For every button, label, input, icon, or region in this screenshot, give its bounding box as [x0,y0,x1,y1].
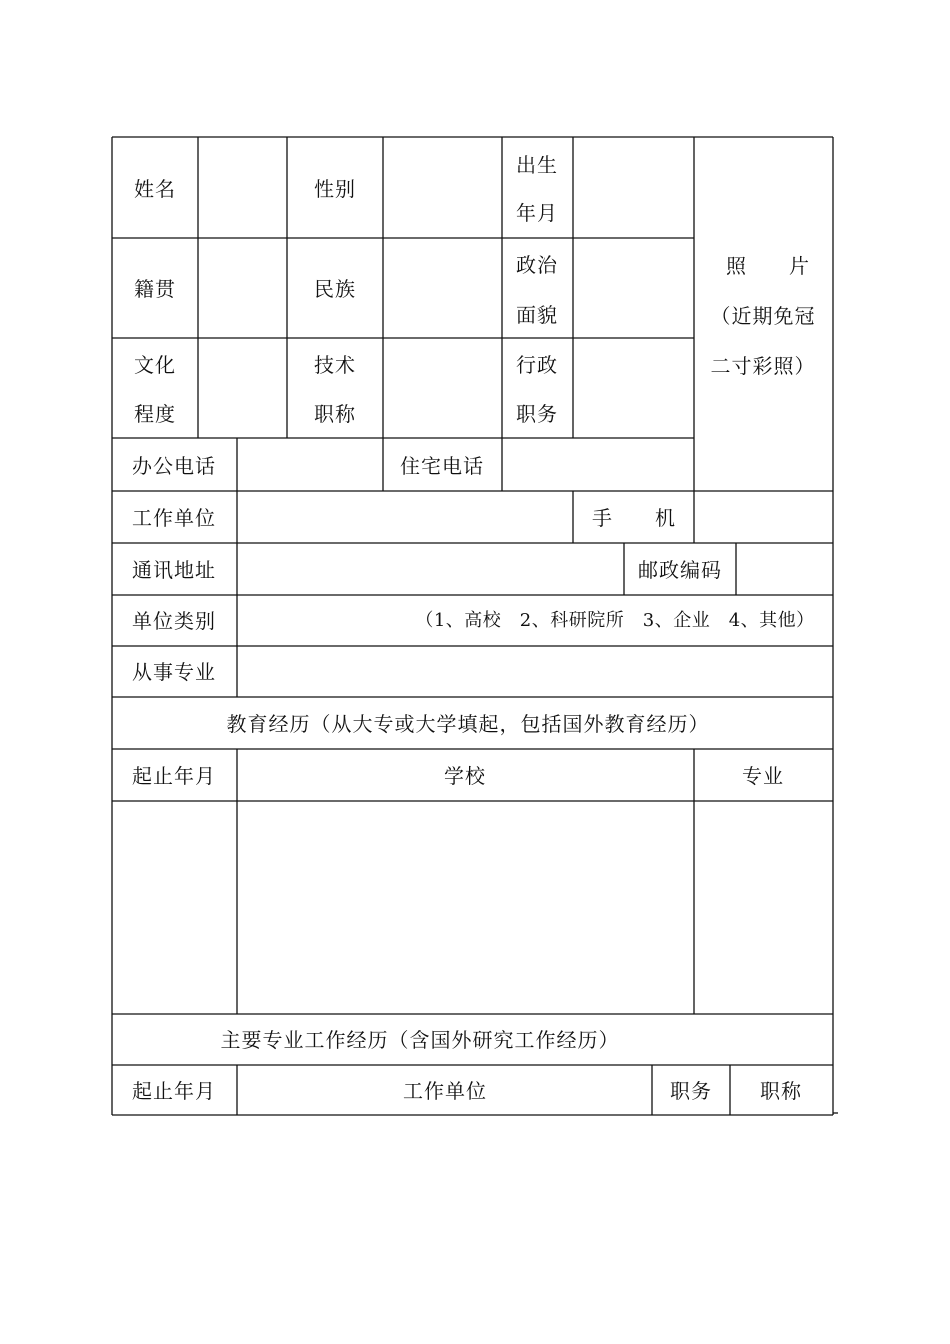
birth-label-line1: 出生 [516,153,558,177]
political-status-label-line2: 面貌 [516,303,558,327]
name-field[interactable] [199,138,286,237]
postcode-field[interactable] [737,544,832,594]
work-col-title: 职称 [760,1079,802,1103]
birth-date-field[interactable] [574,138,693,237]
tech-title-field[interactable] [384,339,501,437]
address-label: 通讯地址 [132,558,216,582]
office-phone-label: 办公电话 [132,454,216,478]
birth-label-line2: 年月 [516,201,558,225]
admin-post-field[interactable] [574,339,693,437]
education-level-field[interactable] [199,339,286,437]
education-major-field[interactable] [695,802,832,1013]
work-col-unit: 工作单位 [403,1079,487,1103]
tech-title-label-line2: 职称 [314,402,356,426]
political-status-field[interactable] [574,239,693,337]
ethnicity-field[interactable] [384,239,501,337]
mobile-field[interactable] [695,492,832,542]
education-level-label-line1: 文化 [134,353,176,377]
work-unit-label: 工作单位 [132,506,216,530]
education-school-field[interactable] [238,802,693,1013]
work-unit-field[interactable] [238,492,572,542]
work-col-post: 职务 [670,1079,712,1103]
ethnicity-label: 民族 [314,277,356,301]
native-place-field[interactable] [199,239,286,337]
admin-post-label-line2: 职务 [516,402,558,426]
education-level-label-line2: 程度 [134,402,176,426]
specialty-label: 从事专业 [132,660,216,684]
home-phone-label: 住宅电话 [400,454,484,478]
mobile-label: 手 机 [592,506,676,530]
native-place-label: 籍贯 [134,277,176,301]
education-section-header: 教育经历（从大专或大学填起，包括国外教育经历） [226,712,710,736]
tech-title-label-line1: 技术 [314,353,356,377]
office-phone-field[interactable] [238,439,382,490]
specialty-field[interactable] [238,647,832,696]
education-col-period: 起止年月 [132,764,216,788]
gender-label: 性别 [314,177,356,201]
unit-type-options: （1、高校 2、科研院所 3、企业 4、其他） [415,610,815,631]
photo-label-line3: 二寸彩照） [710,354,816,378]
gender-field[interactable] [384,138,501,237]
unit-type-label: 单位类别 [132,609,216,633]
home-phone-field[interactable] [503,439,693,490]
name-label: 姓名 [134,177,176,201]
work-section-header: 主要专业工作经历（含国外研究工作经历） [220,1028,620,1052]
political-status-label-line1: 政治 [516,253,558,277]
photo-label-line1: 照 片 [726,254,810,278]
education-col-major: 专业 [742,764,784,788]
education-period-field[interactable] [113,802,236,1013]
work-col-period: 起止年月 [132,1079,216,1103]
photo-label-line2: （近期免冠 [710,304,816,328]
address-field[interactable] [238,544,623,594]
admin-post-label-line1: 行政 [516,353,558,377]
unit-type-field[interactable] [238,596,832,645]
postcode-label: 邮政编码 [638,558,722,582]
education-col-school: 学校 [444,764,486,788]
